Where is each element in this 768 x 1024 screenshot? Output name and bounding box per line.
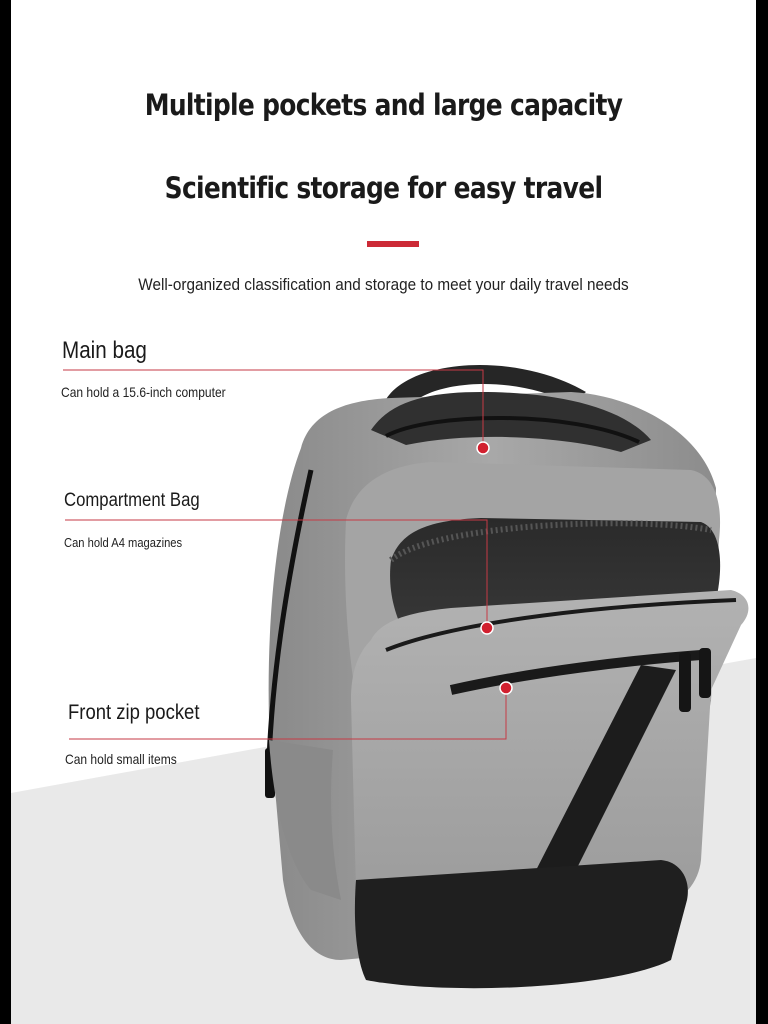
- bottom-base: [355, 860, 688, 988]
- compartment-dot: [481, 622, 493, 634]
- callout-desc-front-pocket: Can hold small items: [65, 751, 177, 767]
- callout-desc-main-bag: Can hold a 15.6-inch computer: [61, 384, 226, 400]
- callout-title-front-pocket: Front zip pocket: [68, 701, 200, 724]
- front-pocket-dot: [500, 682, 512, 694]
- callout-title-compartment: Compartment Bag: [64, 490, 200, 511]
- callout-desc-compartment: Can hold A4 magazines: [64, 535, 183, 550]
- product-canvas: [11, 0, 756, 1024]
- main-bag-dot: [477, 442, 489, 454]
- headline-line-1: Multiple pockets and large capacity: [144, 88, 623, 122]
- subtitle: Well-organized classification and storage to meet your daily travel needs: [138, 275, 629, 294]
- backpack-illustration: [11, 0, 756, 1024]
- headline-line-2: Scientific storage for easy travel: [164, 171, 603, 205]
- callout-title-main-bag: Main bag: [62, 337, 147, 364]
